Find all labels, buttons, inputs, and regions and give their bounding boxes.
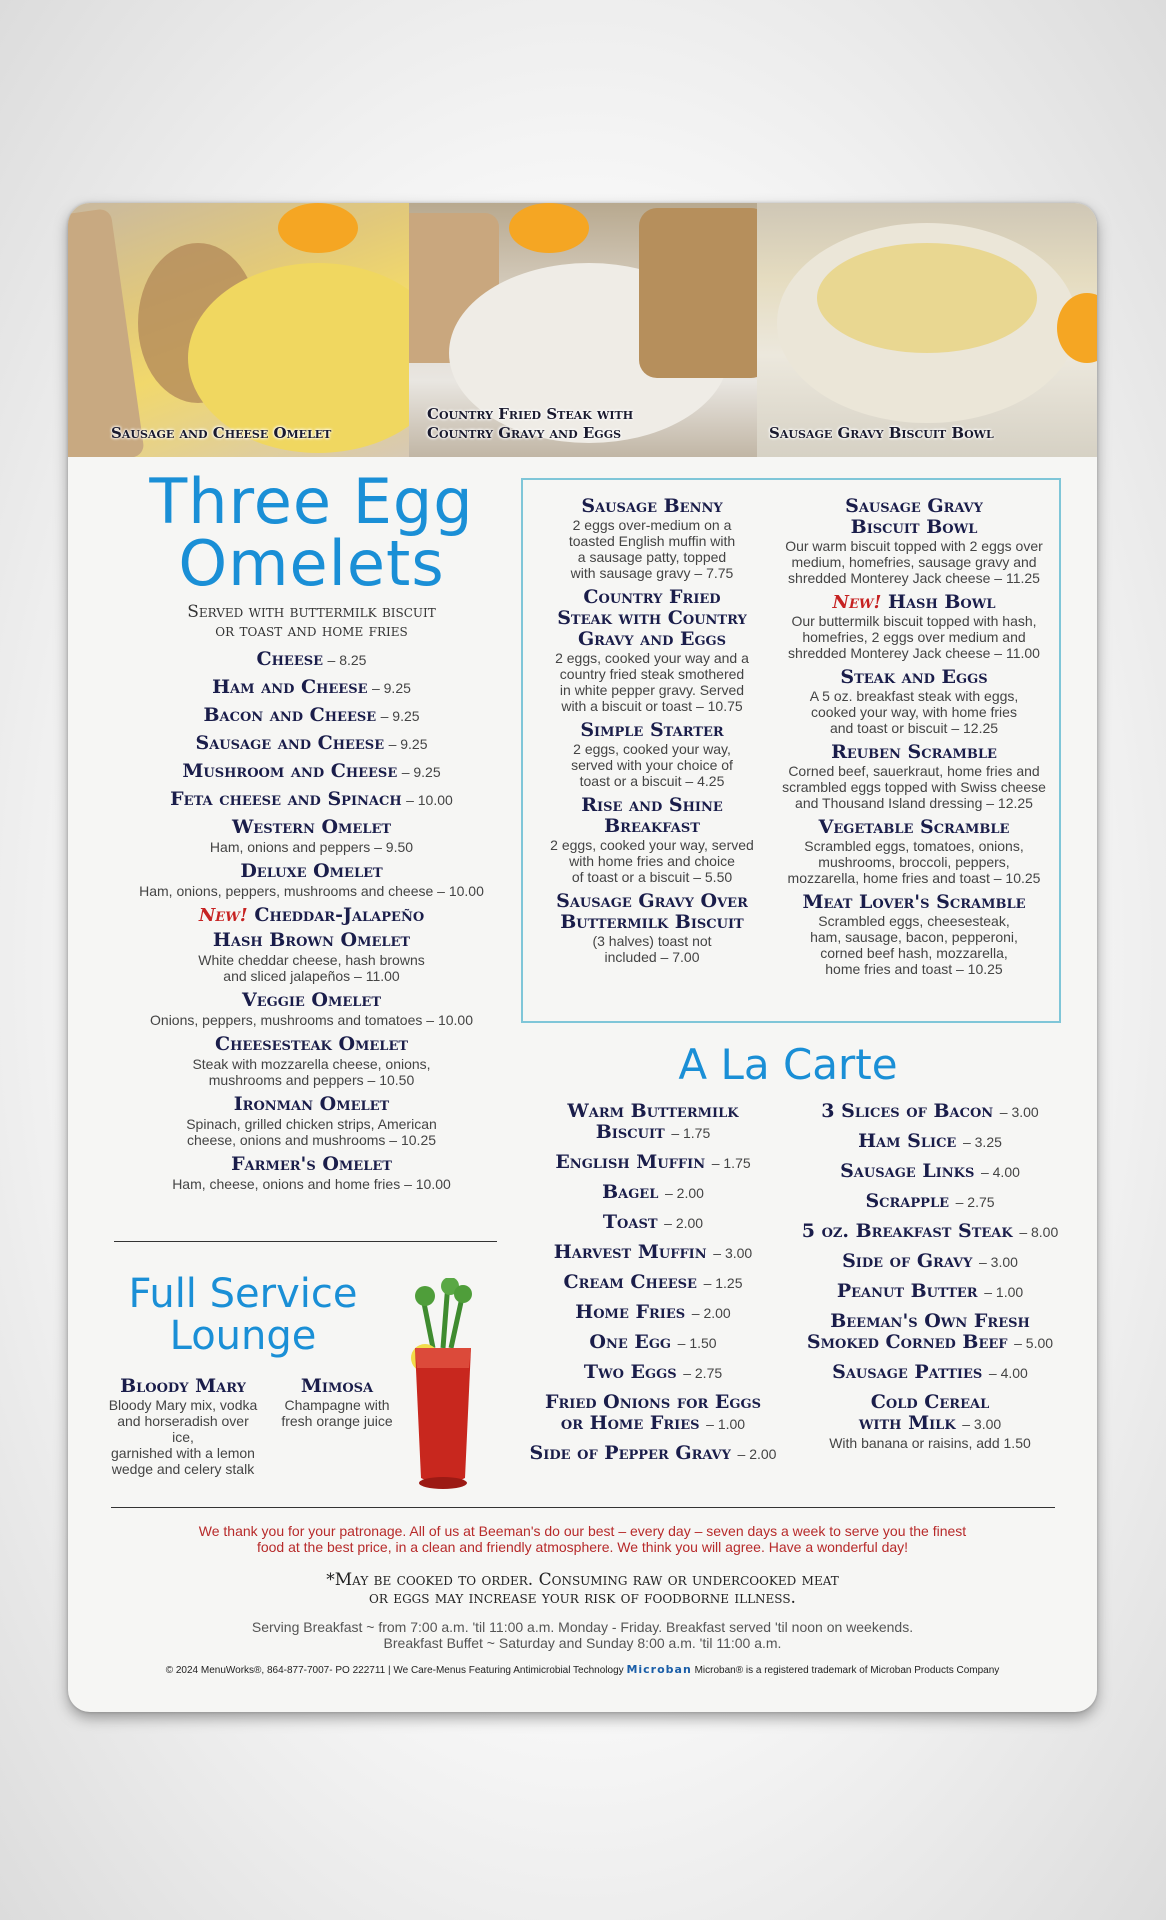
item-desc: Our buttermilk biscuit topped with hash, <box>791 613 1037 629</box>
item-desc: served with your choice of <box>571 757 733 773</box>
item-desc: cooked your way, with home fries <box>811 704 1017 720</box>
item-desc: medium, homefries, sausage gravy and <box>791 554 1037 570</box>
warning-line: or eggs may increase your risk of foodborne illness. <box>369 1588 796 1608</box>
item-desc: with a biscuit or toast – 10.75 <box>561 698 743 714</box>
omelet-item <box>114 859 509 899</box>
special-item <box>527 795 777 885</box>
item-name: Breakfast <box>604 815 700 837</box>
warning-line: *May be cooked to order. Consuming raw or undercooked meat <box>326 1570 839 1590</box>
alacarte-item <box>784 1131 1076 1153</box>
item-desc: 2 eggs, cooked your way, <box>573 741 731 757</box>
item-desc: Scrambled eggs, tomatoes, onions, <box>804 838 1024 854</box>
drink-desc: Bloody Mary mix, vodka <box>108 1397 258 1413</box>
alacarte-item <box>784 1161 1076 1183</box>
drink-desc: and horseradish over ice, <box>117 1413 249 1445</box>
item-name: Hash Bowl <box>888 591 996 613</box>
alacarte-right-column <box>784 1101 1076 1460</box>
item-name: Scrapple <box>865 1190 949 1212</box>
item-desc: homefries, 2 eggs over medium and <box>802 629 1026 645</box>
item-name: Home Fries <box>575 1301 686 1323</box>
item-name: Vegetable Scramble <box>818 816 1010 838</box>
thanks-line: We thank you for your patronage. All of us at Beeman's do our best – every day – seven days a week to serve you the finest <box>198 1523 967 1539</box>
item-price: – 9.25 <box>388 736 428 752</box>
menu-card <box>68 203 1097 1712</box>
item-name: Biscuit <box>595 1121 665 1143</box>
omelet-item <box>114 1092 509 1148</box>
item-name: with Milk <box>858 1412 956 1434</box>
item-name: Simple Starter <box>580 719 724 741</box>
item-price: – 2.00 <box>737 1446 777 1462</box>
special-item <box>527 587 777 714</box>
special-item <box>771 892 1057 977</box>
item-desc: of toast or a biscuit – 5.50 <box>571 869 733 885</box>
item-desc: (3 halves) toast not <box>592 933 712 949</box>
item-name: English Muffin <box>555 1151 706 1173</box>
item-price: – 9.25 <box>380 708 420 724</box>
item-desc: Ham, onions and peppers – 9.50 <box>209 839 414 855</box>
item-desc: cheese, onions and mushrooms – 10.25 <box>186 1132 437 1148</box>
item-name: Western Omelet <box>231 816 392 838</box>
item-name: Ham Slice <box>858 1130 957 1152</box>
alacarte-item <box>518 1443 788 1465</box>
omelet-item <box>114 731 509 755</box>
special-item <box>771 496 1057 586</box>
item-name: Deluxe Omelet <box>240 860 383 882</box>
alacarte-item <box>784 1392 1076 1452</box>
omelet-item <box>114 1152 509 1192</box>
omelet-item <box>114 675 509 699</box>
item-name: Feta cheese and Spinach <box>170 788 402 810</box>
item-desc: Onions, peppers, mushrooms and tomatoes – 10.00 <box>150 1012 473 1028</box>
item-desc: home fries and toast – 10.25 <box>825 961 1003 977</box>
item-name: Side of Pepper Gravy <box>529 1442 731 1464</box>
item-desc: mushrooms and peppers – 10.50 <box>208 1072 415 1088</box>
photo-caption: Sausage and Cheese Omelet <box>111 424 332 442</box>
specials-left-column <box>527 496 777 971</box>
item-price: – 2.75 <box>955 1194 995 1210</box>
item-desc: in white pepper gravy. Served <box>559 682 745 698</box>
item-note: With banana or raisins, add 1.50 <box>829 1435 1031 1451</box>
item-price: – 1.25 <box>703 1275 743 1291</box>
item-name: Farmer's Omelet <box>231 1153 392 1175</box>
omelets-served-note <box>114 603 509 641</box>
special-item <box>771 592 1057 661</box>
alacarte-item <box>518 1242 788 1264</box>
item-desc: and toast or biscuit – 12.25 <box>829 720 999 736</box>
item-desc: toasted English muffin with <box>568 533 736 549</box>
item-desc: mushrooms, broccoli, peppers, <box>818 854 1010 870</box>
item-desc: White cheddar cheese, hash browns <box>198 952 425 968</box>
section-divider <box>114 1241 497 1242</box>
item-name: Ham and Cheese <box>212 676 368 698</box>
item-price: – 3.00 <box>962 1416 1002 1432</box>
alacarte-item <box>784 1362 1076 1384</box>
drink-desc: garnished with a lemon <box>111 1445 255 1461</box>
item-desc: country fried steak smothered <box>559 666 745 682</box>
item-name: 3 Slices of Bacon <box>821 1100 994 1122</box>
item-price: – 1.50 <box>677 1335 717 1351</box>
item-desc: included – 7.00 <box>604 949 700 965</box>
item-name: Bacon and Cheese <box>203 704 377 726</box>
item-name: Beeman's Own Fresh <box>830 1310 1030 1332</box>
thanks-line: food at the best price, in a clean and friendly atmosphere. We think you will agree. Have a wonderful day! <box>256 1539 909 1555</box>
served-line: Served with buttermilk biscuit <box>187 602 436 622</box>
item-price: – 5.00 <box>1014 1335 1054 1351</box>
served-line: or toast and home fries <box>215 621 408 641</box>
omelets-title-line2: Omelets <box>178 527 445 600</box>
item-desc: mozzarella, home fries and toast – 10.25 <box>787 870 1041 886</box>
item-name: Sausage Gravy Over <box>556 890 748 912</box>
omelet-item <box>114 787 509 811</box>
item-desc: Ham, onions, peppers, mushrooms and cheese – 10.00 <box>139 883 484 899</box>
serving-line: Breakfast Buffet ~ Saturday and Sunday 8:00 a.m. 'til 11:00 a.m. <box>383 1635 782 1651</box>
item-name: Gravy and Eggs <box>577 628 727 650</box>
drink-desc: wedge and celery stalk <box>111 1461 255 1477</box>
photo-country-fried-steak <box>409 203 757 457</box>
omelet-item <box>114 988 509 1028</box>
item-price: – 4.00 <box>980 1164 1020 1180</box>
item-price: – 2.00 <box>691 1305 731 1321</box>
item-desc: shredded Monterey Jack cheese – 11.00 <box>788 645 1040 661</box>
item-name: Sausage Links <box>840 1160 975 1182</box>
item-name: Meat Lover's Scramble <box>802 891 1026 913</box>
item-name: Country Fried <box>583 586 721 608</box>
omelets-section <box>114 465 509 1192</box>
special-item <box>771 742 1057 811</box>
alacarte-item <box>518 1362 788 1384</box>
alacarte-left-column <box>518 1101 788 1473</box>
drink-mimosa <box>278 1375 396 1429</box>
item-name: One Egg <box>589 1331 672 1353</box>
item-name: Cheddar-Jalapeño <box>254 904 425 926</box>
alacarte-item <box>784 1191 1076 1213</box>
item-price: – 1.75 <box>671 1125 711 1141</box>
specials-right-column <box>771 496 1057 983</box>
alacarte-item <box>518 1152 788 1174</box>
item-name: Cheese <box>256 648 324 670</box>
item-name: Sausage Benny <box>581 495 723 517</box>
special-item <box>527 720 777 789</box>
item-price: – 2.75 <box>683 1365 723 1381</box>
omelet-item <box>114 815 509 855</box>
item-name: Sausage Gravy <box>845 495 983 517</box>
item-name-line <box>114 903 509 928</box>
item-desc: Scrambled eggs, cheesesteak, <box>818 913 1010 929</box>
special-item <box>771 667 1057 736</box>
item-desc: Our warm biscuit topped with 2 eggs over <box>785 538 1043 554</box>
thank-you-note <box>68 1523 1097 1555</box>
item-price: – 3.00 <box>999 1104 1039 1120</box>
alacarte-item <box>784 1251 1076 1273</box>
special-item <box>771 817 1057 886</box>
photo-caption-text: Country Fried Steak with Country Gravy and Eggs <box>427 405 634 442</box>
item-price: – 9.25 <box>401 764 441 780</box>
item-name: 5 oz. Breakfast Steak <box>801 1220 1013 1242</box>
item-name: Side of Gravy <box>842 1250 973 1272</box>
item-desc: Steak with mozzarella cheese, onions, <box>192 1056 431 1072</box>
microban-logo: Microban <box>626 1663 692 1676</box>
item-desc: corned beef hash, mozzarella, <box>820 945 1008 961</box>
trademark-text: Microban® is a registered trademark of Microban Products Company <box>694 1665 1000 1676</box>
omelet-item <box>114 703 509 727</box>
drink-name: Bloody Mary <box>120 1375 246 1397</box>
item-desc: ham, sausage, bacon, pepperoni, <box>810 929 1018 945</box>
footer-divider <box>111 1507 1055 1508</box>
alacarte-item <box>518 1272 788 1294</box>
copyright-text: © 2024 MenuWorks®, 864-877-7007- PO 222711 | We Care-Menus Featuring Antimicrobial Technology <box>165 1665 624 1676</box>
serving-line: Serving Breakfast ~ from 7:00 a.m. 'til 11:00 a.m. Monday - Friday. Breakfast served 'til noon on weekends. <box>251 1619 914 1635</box>
item-name: or Home Fries <box>560 1412 700 1434</box>
item-desc: toast or a biscuit – 4.25 <box>579 773 725 789</box>
item-name: Fried Onions for Eggs <box>545 1391 761 1413</box>
omelet-item <box>114 647 509 671</box>
specials-box <box>521 478 1061 1023</box>
drink-bloody-mary <box>108 1375 258 1477</box>
item-desc: 2 eggs over-medium on a <box>572 517 732 533</box>
alacarte-item <box>518 1182 788 1204</box>
lounge-title-line: Lounge <box>169 1313 317 1359</box>
item-name: Mushroom and Cheese <box>182 760 398 782</box>
item-desc: A 5 oz. breakfast steak with eggs, <box>809 688 1019 704</box>
item-name: Bagel <box>602 1181 659 1203</box>
special-item <box>527 891 777 965</box>
item-price: – 1.00 <box>984 1284 1024 1300</box>
drink-desc: Champagne with <box>284 1397 390 1413</box>
item-desc: 2 eggs, cooked your way, served <box>550 837 754 853</box>
item-price: – 3.25 <box>962 1134 1002 1150</box>
consumer-warning <box>68 1571 1097 1607</box>
new-badge: New! <box>832 592 882 613</box>
photo-strip <box>68 203 1097 457</box>
item-name: Sausage and Cheese <box>195 732 385 754</box>
item-name: Rise and Shine <box>581 794 723 816</box>
item-name: Biscuit Bowl <box>850 516 978 538</box>
item-name: Cold Cereal <box>870 1391 990 1413</box>
item-price: – 2.00 <box>664 1215 704 1231</box>
drink-name: Mimosa <box>300 1375 374 1397</box>
special-item <box>527 496 777 581</box>
item-desc: Spinach, grilled chicken strips, American <box>186 1116 437 1132</box>
item-name: Sausage Patties <box>832 1361 983 1383</box>
omelet-item <box>114 1032 509 1088</box>
alacarte-item <box>784 1311 1076 1354</box>
item-price: – 9.25 <box>371 680 411 696</box>
alacarte-item <box>518 1332 788 1354</box>
item-desc: and sliced jalapeños – 11.00 <box>223 968 400 984</box>
item-desc: Corned beef, sauerkraut, home fries and <box>788 763 1040 779</box>
item-name: Warm Buttermilk <box>567 1100 739 1122</box>
item-desc: a sausage patty, topped <box>577 549 727 565</box>
item-desc: with home fries and choice <box>569 853 735 869</box>
item-name: Steak and Eggs <box>840 666 988 688</box>
bloody-mary-glass-image <box>403 1278 483 1493</box>
photo-caption <box>427 405 757 443</box>
item-name: Cream Cheese <box>563 1271 697 1293</box>
lounge-title-line: Full Service <box>128 1271 358 1317</box>
photo-sausage-gravy-bowl <box>757 203 1097 457</box>
item-desc: Ham, cheese, onions and home fries – 10.00 <box>172 1176 451 1192</box>
item-name: Peanut Butter <box>836 1280 978 1302</box>
item-name: Toast <box>602 1211 658 1233</box>
item-price: – 2.00 <box>664 1185 704 1201</box>
item-name-line <box>771 592 1057 613</box>
lounge-title <box>98 1273 388 1357</box>
item-name: Reuben Scramble <box>831 741 997 763</box>
item-name: Buttermilk Biscuit <box>560 911 744 933</box>
item-desc: scrambled eggs topped with Swiss cheese <box>782 779 1046 795</box>
drink-desc: fresh orange juice <box>281 1413 393 1429</box>
alacarte-item <box>518 1392 788 1435</box>
item-desc: shredded Monterey Jack cheese – 11.25 <box>788 570 1040 586</box>
serving-hours <box>68 1619 1097 1651</box>
item-name: Veggie Omelet <box>241 989 382 1011</box>
item-price: – 10.00 <box>406 792 453 808</box>
item-name: Smoked Corned Beef <box>806 1331 1008 1353</box>
omelets-title-line1: Three Egg <box>149 465 474 538</box>
item-price: – 1.00 <box>706 1416 746 1432</box>
item-desc: and Thousand Island dressing – 12.25 <box>795 795 1033 811</box>
item-name: Harvest Muffin <box>553 1241 707 1263</box>
alacarte-item <box>784 1101 1076 1123</box>
copyright-line <box>68 1663 1097 1676</box>
item-price: – 8.25 <box>327 652 367 668</box>
alacarte-item <box>784 1281 1076 1303</box>
item-name: Two Eggs <box>583 1361 677 1383</box>
item-name: Ironman Omelet <box>233 1093 390 1115</box>
alacarte-title: A La Carte <box>678 1040 898 1089</box>
alacarte-item <box>518 1101 788 1144</box>
alacarte-item <box>518 1302 788 1324</box>
item-desc: 2 eggs, cooked your way and a <box>555 650 749 666</box>
item-name: Hash Brown Omelet <box>212 929 411 951</box>
item-price: – 3.00 <box>713 1245 753 1261</box>
item-price: – 1.75 <box>711 1155 751 1171</box>
photo-sausage-cheese-omelet <box>68 203 409 457</box>
alacarte-item <box>784 1221 1076 1243</box>
item-desc: with sausage gravy – 7.75 <box>570 565 734 581</box>
item-name: Cheesesteak Omelet <box>214 1033 409 1055</box>
alacarte-item <box>518 1212 788 1234</box>
new-badge: New! <box>198 905 248 926</box>
item-price: – 4.00 <box>988 1365 1028 1381</box>
item-price: – 8.00 <box>1019 1224 1059 1240</box>
photo-caption: Sausage Gravy Biscuit Bowl <box>769 424 994 442</box>
item-name: Steak with Country <box>557 607 747 629</box>
omelet-item <box>114 759 509 783</box>
item-price: – 3.00 <box>979 1254 1018 1270</box>
omelet-item <box>114 903 509 984</box>
